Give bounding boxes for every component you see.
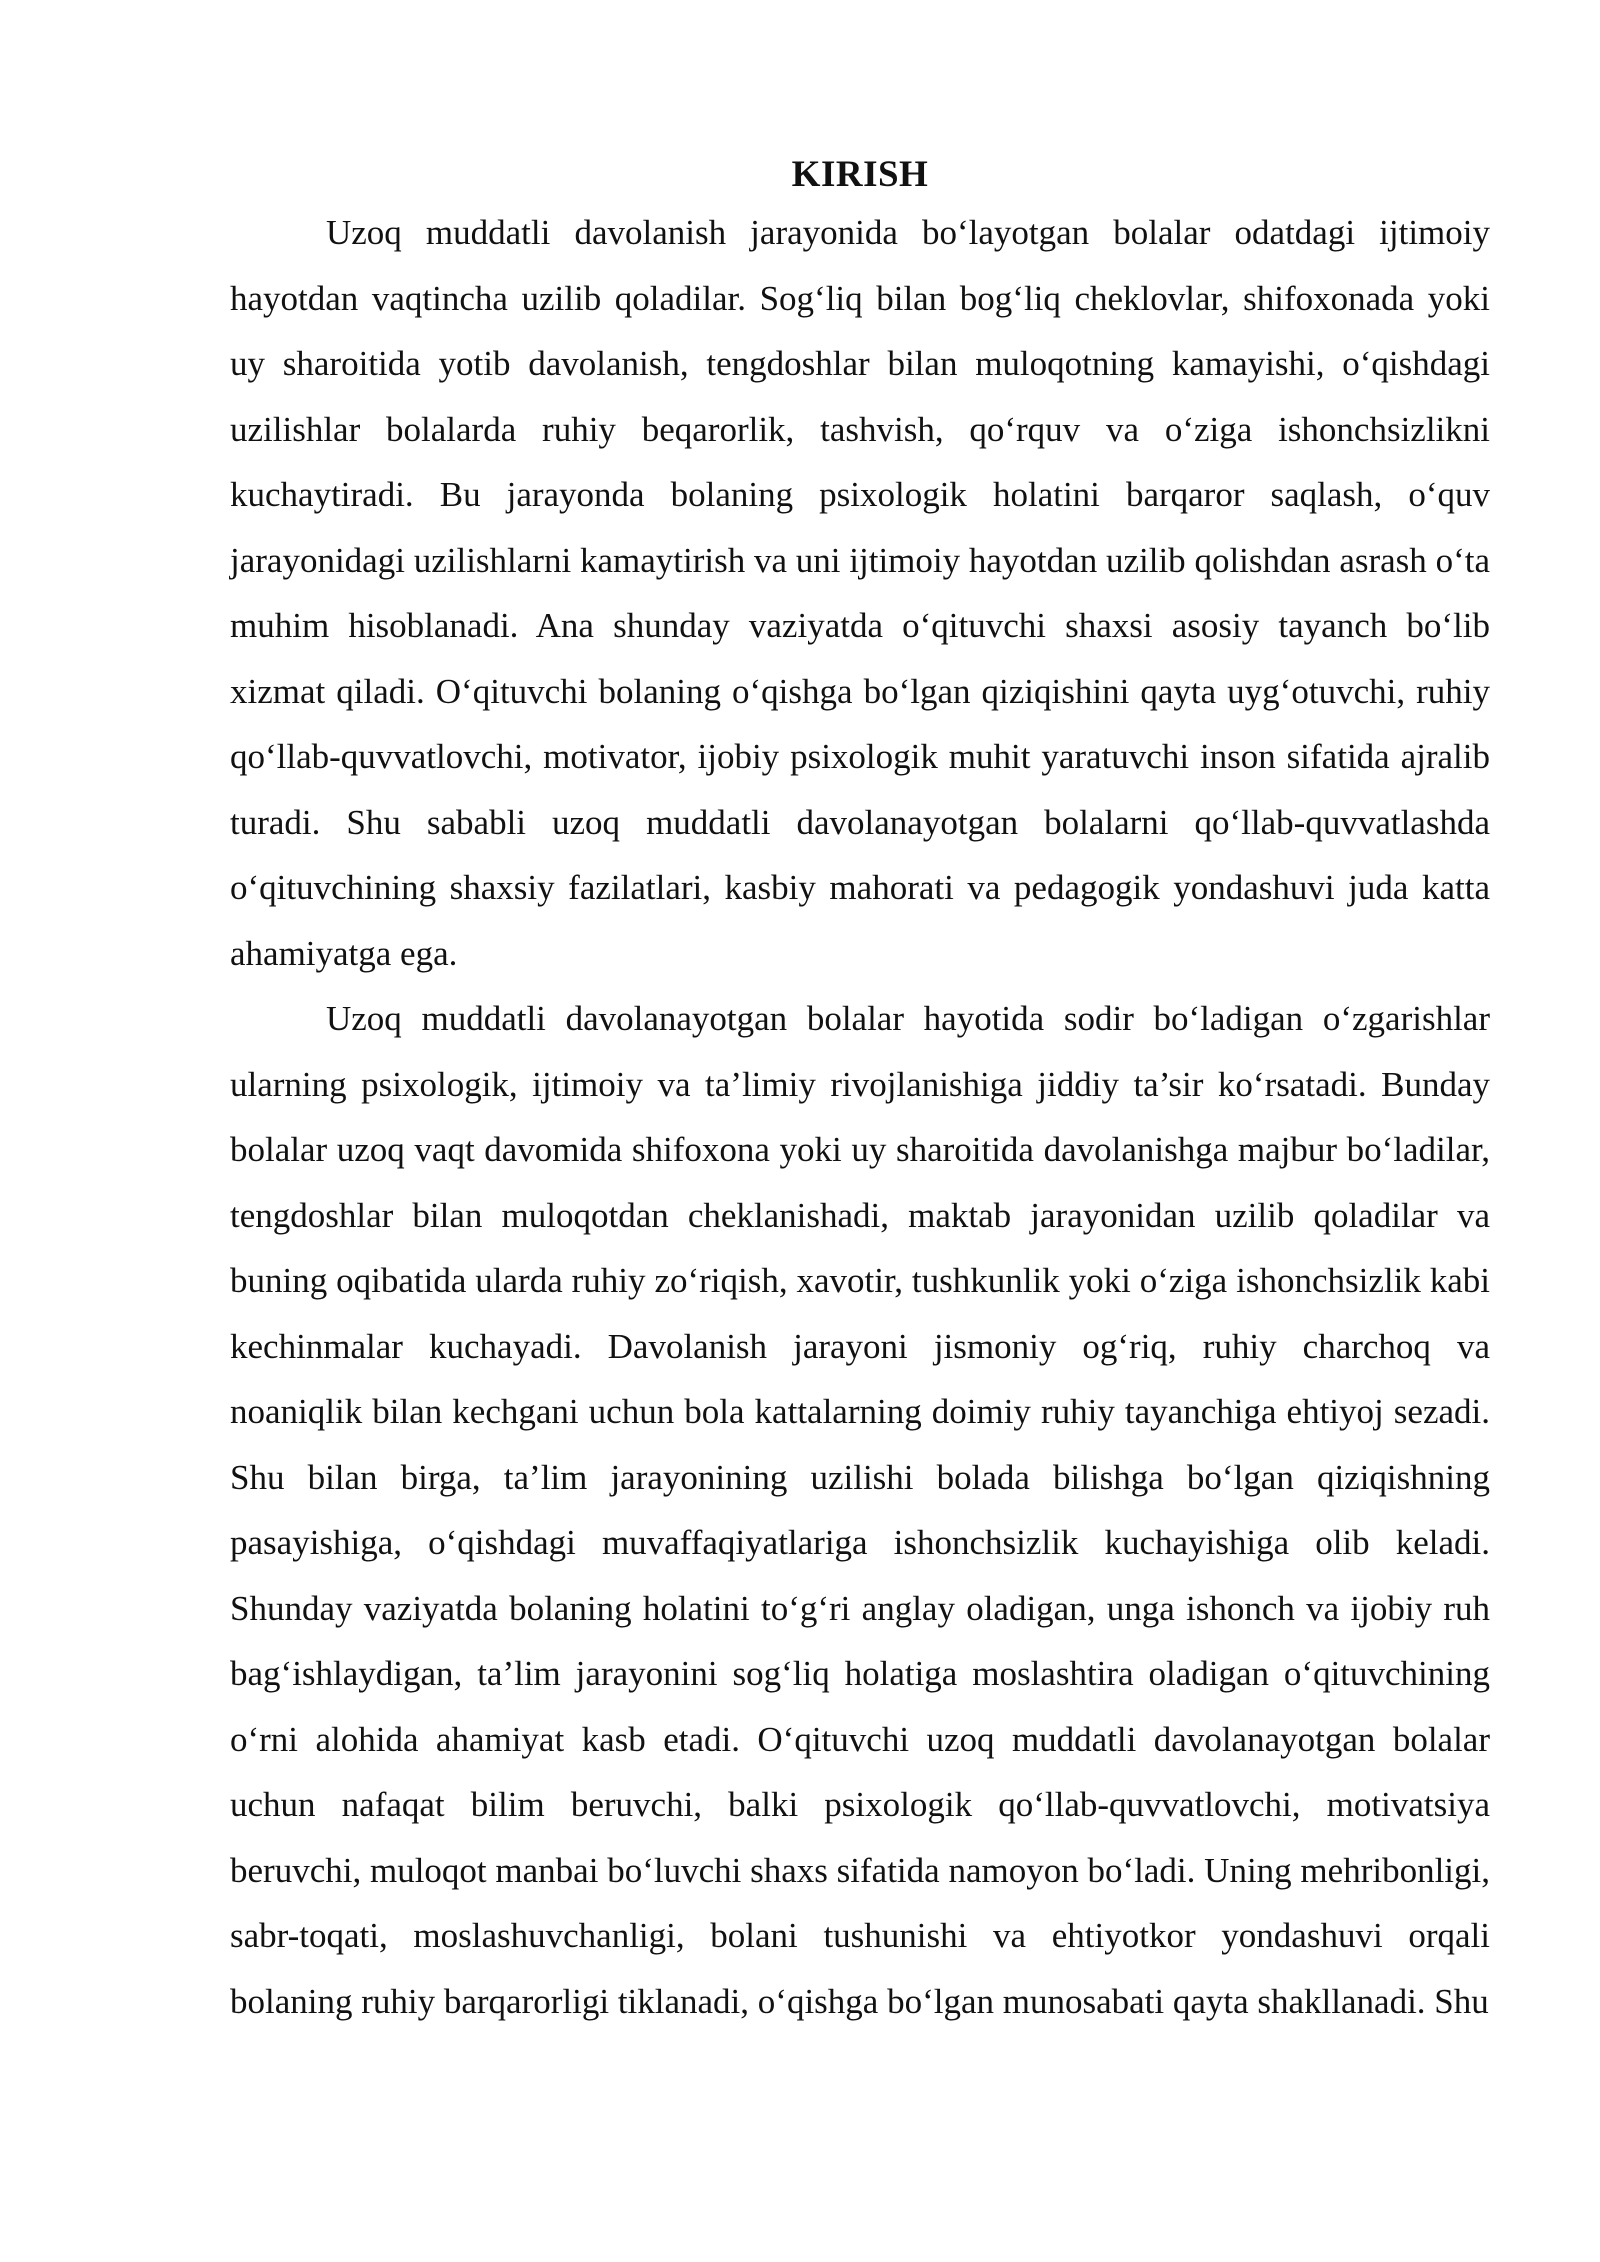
paragraph-1: Uzoq muddatli davolanish jarayonida bo‘layotgan bolalar odatdagi ijtimoiy hayotdan vaqtincha uzilib qoladilar. Sog‘liq bilan bog‘liq cheklovlar, shifoxonada yoki uy sharoitida yotib davolanish, tengdoshlar bilan muloqotning kamayishi, o‘qishdagi uzilishlar bolalarda ruhiy beqarorlik, tashvish, qo‘rquv va o‘ziga ishonchsizlikni kuchaytiradi. Bu jarayonda bolaning psixologik holatini barqaror saqlash, o‘quv jarayonidagi uzilishlarni kamaytirish va uni ijtimoiy hayotdan uzilib qolishdan asrash o‘ta muhim hisoblanadi. Ana shunday vaziyatda o‘qituvchi shaxsi asosiy tayanch bo‘lib xizmat qiladi. O‘qituvchi bolaning o‘qishga bo‘lgan qiziqishini qayta uyg‘otuvchi, ruhiy qo‘llab-quvvatlovchi, motivator, ijobiy psixologik muhit yaratuvchi inson sifatida ajralib turadi. Shu sababli uzoq muddatli davolanayotgan bolalarni qo‘llab-quvvatlashda o‘qituvchining shaxsiy fazilatlari, kasbiy mahorati va pedagogik yondashuvi juda katta ahamiyatga ega.	[230, 213, 1490, 973]
section-title: KIRISH	[791, 154, 929, 195]
page-content	[230, 150, 1490, 2034]
paragraph-2: Uzoq muddatli davolanayotgan bolalar hayotida sodir bo‘ladigan o‘zgarishlar ularning psixologik, ijtimoiy va ta’limiy rivojlanishiga jiddiy ta’sir ko‘rsatadi. Bunday bolalar uzoq vaqt davomida shifoxona yoki uy sharoitida davolanishga majbur bo‘ladilar, tengdoshlar bilan muloqotdan cheklanishadi, maktab jarayonidan uzilib qoladilar va buning oqibatida ularda ruhiy zo‘riqish, xavotir, tushkunlik yoki o‘ziga ishonchsizlik kabi kechinmalar kuchayadi. Davolanish jarayoni jismoniy og‘riq, ruhiy charchoq va noaniqlik bilan kechgani uchun bola kattalarning doimiy ruhiy tayanchiga ehtiyoj sezadi. Shu bilan birga, ta’lim jarayonining uzilishi bolada bilishga bo‘lgan qiziqishning pasayishiga, o‘qishdagi muvaffaqiyatlariga ishonchsizlik kuchayishiga olib keladi. Shunday vaziyatda bolaning holatini to‘g‘ri anglay oladigan, unga ishonch va ijobiy ruh bag‘ishlaydigan, ta’lim jarayonini sog‘liq holatiga moslashtira oladigan o‘qituvchining o‘rni alohida ahamiyat kasb etadi. O‘qituvchi uzoq muddatli davolanayotgan bolalar uchun nafaqat bilim beruvchi, balki psixologik qo‘llab-quvvatlovchi, motivatsiya beruvchi, muloqot manbai bo‘luvchi shaxs sifatida namoyon bo‘ladi. Uning mehribonligi, sabr-toqati, moslashuvchanligi, bolani tushunishi va ehtiyotkor yondashuvi orqali bolaning ruhiy barqarorligi tiklanadi, o‘qishga bo‘lgan munosabati qayta shakllanadi. Shu	[230, 999, 1490, 2021]
